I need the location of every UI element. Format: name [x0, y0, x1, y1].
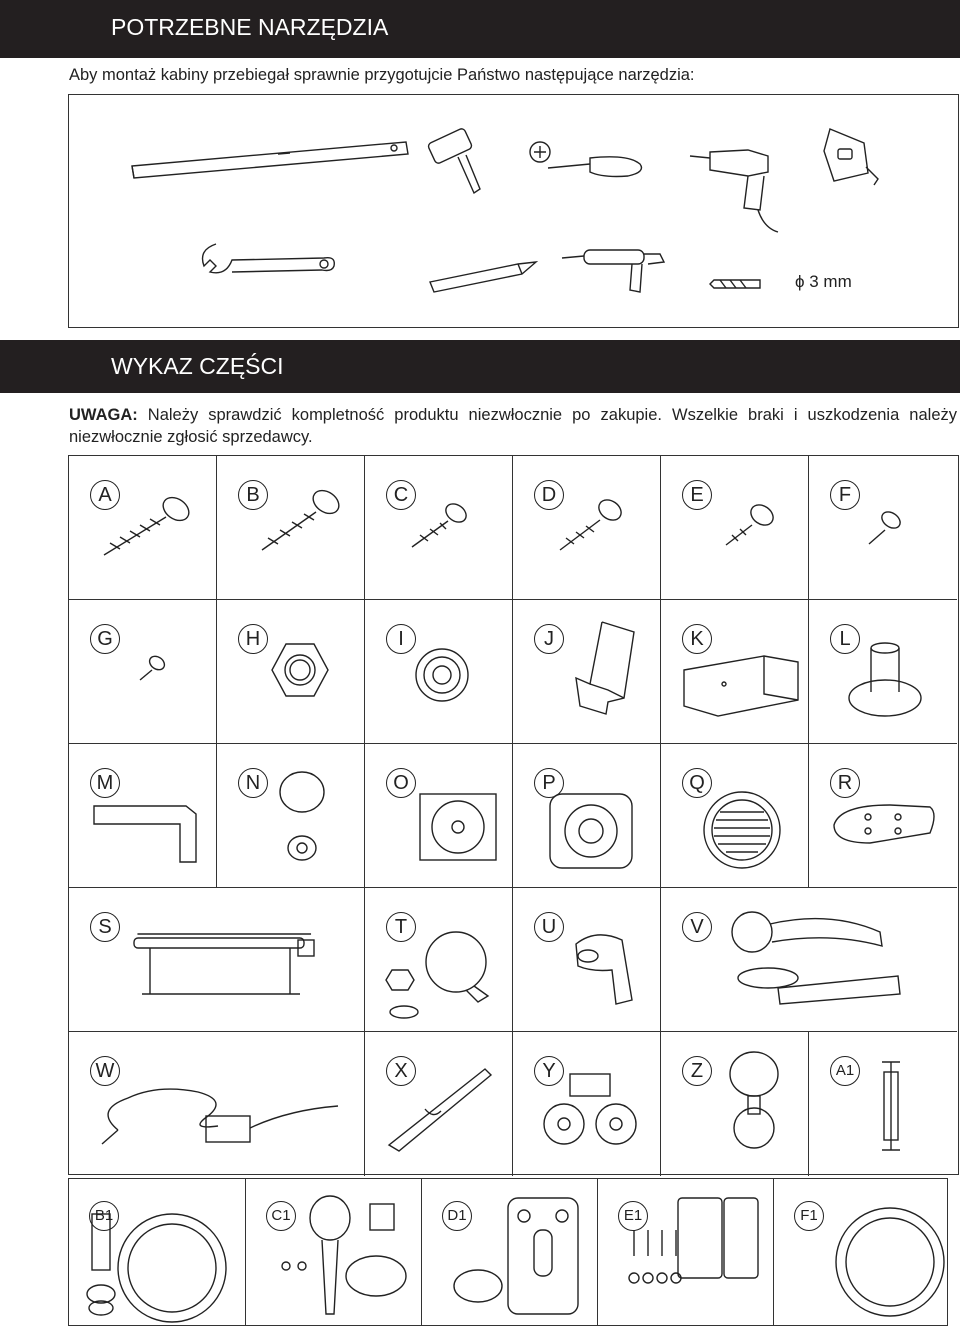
- screw-g-icon: [136, 654, 166, 684]
- mallet-icon: [428, 125, 488, 200]
- part-label-j: J: [534, 624, 564, 654]
- screw-d-icon: [556, 498, 621, 556]
- shower-head-t-icon: [384, 930, 496, 1022]
- bracket-j-icon: [572, 618, 636, 720]
- part-label-h: H: [238, 624, 268, 654]
- tools-title: POTRZEBNE NARZĘDZIA: [111, 14, 389, 40]
- part-label-e1: E1: [618, 1201, 648, 1231]
- power-supply-icon: [98, 1070, 348, 1150]
- level-icon: [130, 138, 410, 183]
- drill-bit-size: ϕ 3 mm: [795, 272, 852, 291]
- flange-nut-icon: [412, 645, 472, 705]
- ring-f1-icon: [832, 1206, 948, 1318]
- part-label-y: Y: [534, 1056, 564, 1086]
- hand-shower-set-icon: [276, 1196, 416, 1322]
- tools-header: [0, 0, 960, 58]
- l-profile-icon: [92, 802, 198, 866]
- dispenser-set-icon: [620, 1196, 760, 1322]
- part-label-k: K: [682, 624, 712, 654]
- warning-note: [69, 404, 957, 448]
- note-text: Należy sprawdzić kompletność produktu niezwłocznie po zakupie. Wszelkie braki i uszkodzenia należy niezwłocznie zgłosić sprzedawcy.: [69, 406, 957, 446]
- part-label-q: Q: [682, 768, 712, 798]
- rain-shower-icon: [88, 1210, 228, 1322]
- tape-measure-icon: [822, 127, 884, 189]
- parts-title: WYKAZ CZĘŚCI: [111, 353, 284, 379]
- part-label-p: P: [534, 768, 564, 798]
- profile-x-icon: [385, 1065, 495, 1155]
- part-label-u: U: [534, 912, 564, 942]
- part-label-a: A: [90, 480, 120, 510]
- wrench-icon: [196, 238, 341, 283]
- screw-c-icon: [408, 503, 468, 553]
- knob-z-icon: [722, 1050, 786, 1150]
- part-label-a1: A1: [830, 1056, 860, 1086]
- part-label-t: T: [386, 912, 416, 942]
- part-label-s: S: [90, 912, 120, 942]
- soap-dish-set-icon: [448, 1196, 588, 1322]
- parts-header: [0, 340, 960, 393]
- part-label-i: I: [386, 624, 416, 654]
- part-label-x: X: [386, 1056, 416, 1086]
- part-label-f: F: [830, 480, 860, 510]
- speaker-icon: [548, 792, 634, 870]
- towel-rack-icon: [130, 918, 320, 1000]
- bracket-k-icon: [680, 650, 805, 722]
- handle-a1-icon: [878, 1058, 904, 1154]
- drain-set-icon: [730, 908, 910, 1008]
- part-label-z: Z: [682, 1056, 712, 1086]
- caulking-gun-icon: [560, 246, 670, 306]
- cap-n-icon: [276, 768, 328, 864]
- part-label-m: M: [90, 768, 120, 798]
- part-label-o: O: [386, 768, 416, 798]
- screw-e-icon: [722, 503, 774, 551]
- hex-nut-icon: [270, 642, 330, 702]
- part-label-c: C: [386, 480, 416, 510]
- screw-f-icon: [865, 508, 899, 548]
- tools-intro: Aby montaż kabiny przebiegał sprawnie przygotujcie Państwo następujące narzędzia:: [69, 66, 695, 84]
- pencil-icon: [428, 258, 540, 298]
- part-label-n: N: [238, 768, 268, 798]
- part-label-w: W: [90, 1056, 120, 1086]
- part-label-c1: C1: [266, 1201, 296, 1231]
- part-label-g: G: [90, 624, 120, 654]
- part-label-v: V: [682, 912, 712, 942]
- vent-grill-icon: [702, 790, 782, 870]
- screw-a-icon: [100, 493, 190, 563]
- part-label-d: D: [534, 480, 564, 510]
- part-label-f1: F1: [794, 1201, 824, 1231]
- part-label-r: R: [830, 768, 860, 798]
- note-label: UWAGA:: [69, 406, 138, 424]
- fan-icon: [418, 792, 498, 862]
- screw-b-icon: [258, 488, 338, 558]
- part-label-d1: D1: [442, 1201, 472, 1231]
- drain-flange-icon: [845, 640, 925, 720]
- part-label-b1: B1: [89, 1201, 119, 1231]
- part-label-e: E: [682, 480, 712, 510]
- spout-icon: [566, 930, 638, 1010]
- parts-grid: [68, 455, 959, 1175]
- part-label-b: B: [238, 480, 268, 510]
- screwdriver-icon: [528, 140, 648, 190]
- plate-r-icon: [830, 803, 940, 845]
- roller-icon: [540, 1072, 640, 1148]
- drill-bit-icon: [708, 277, 764, 291]
- part-label-l: L: [830, 624, 860, 654]
- drill-icon: [688, 148, 798, 233]
